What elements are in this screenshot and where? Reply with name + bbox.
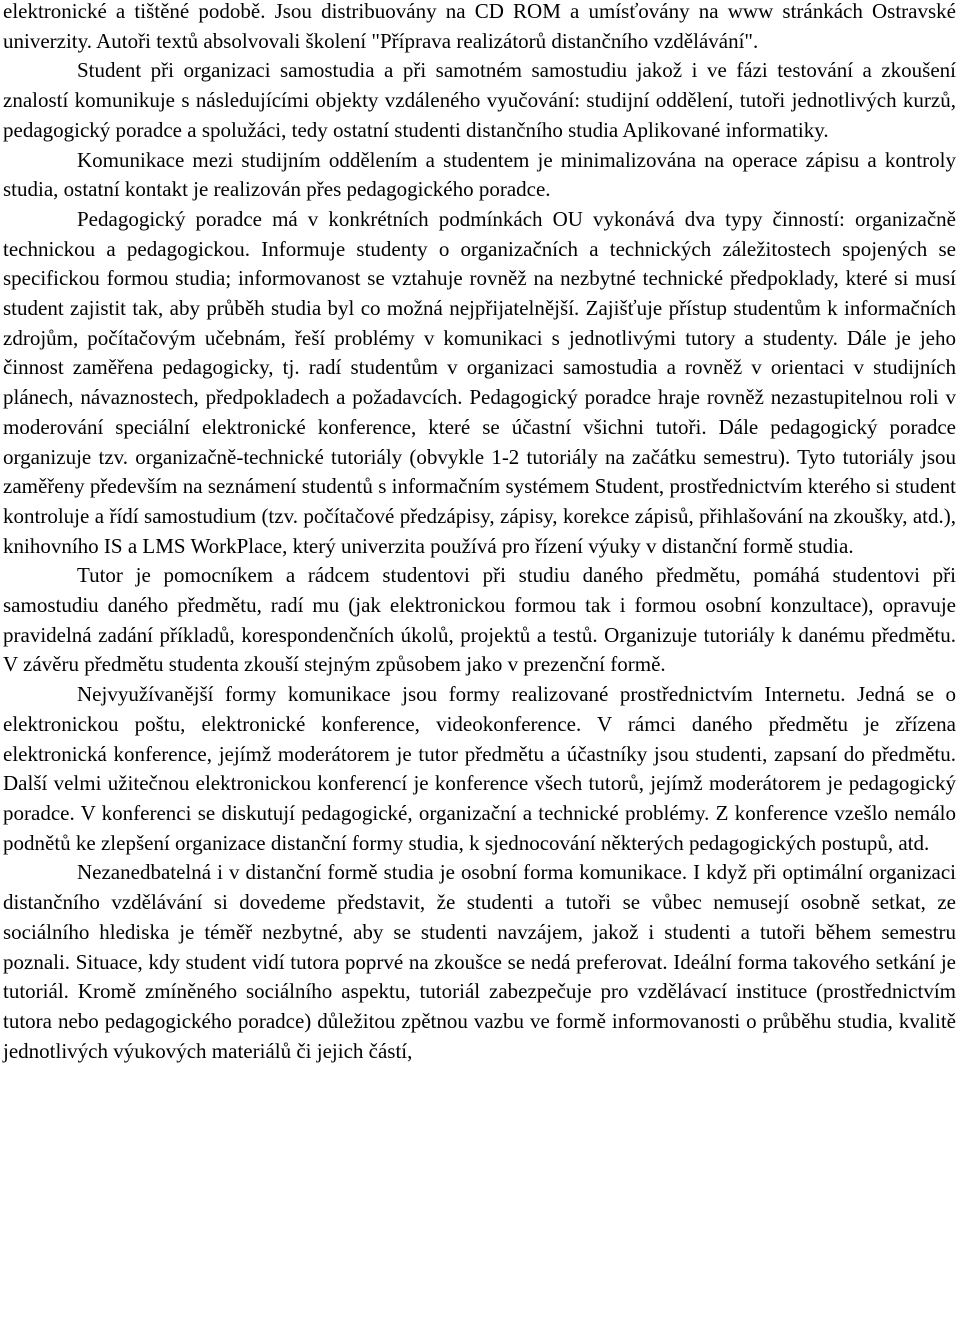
paragraph-tutor: Tutor je pomocníkem a rádcem studentovi při studiu daného předmětu, pomáhá studentovi při samostudiu daného předmětu, radí mu (jak elektronickou formou tak i formou osobní konzultace), opravuje pravidelná zadání příkladů, korespondenčních úkolů, projektů a testů. Organizuje tutoriály k danému předmětu. V závěru předmětu studenta zkouší stejným způsobem jako v prezenční formě. (3, 563, 956, 677)
paragraph-pedagogical-advisor: Pedagogický poradce má v konkrétních podmínkách OU vykonává dva typy činností: organizačně technickou a pedagogickou. Informuje studenty o organizačních a technických záležitostech spojených se specifickou formou studia; informovanost se vztahuje rovněž na nezbytné technické předpoklady, které si musí student zajistit tak, aby průběh studia byl co možná nejpřijatelnější. Zajišťuje přístup studentům k informačních zdrojům, počítačovým učebnám, řeší problémy v komunikaci s jednotlivými tutory a studenty. Dále je jeho činnost zaměřena pedagogicky, tj. radí studentům v organizaci samostudia a rovněž v orientaci v studijních plánech, návaznostech, předpokladech a požadavcích. Pedagogický poradce hraje rovněž nezastupitelnou roli v moderování speciální elektronické konference, které se účastní všichni tutoři. Dále pedagogický poradce organizuje tzv. organizačně-technické tutoriály (obvykle 1-2 tutoriály na začátku semestru). Tyto tutoriály jsou zaměřeny především na seznámení studentů s informačním systémem Student, prostřednictvím kterého si student kontroluje a řídí samostudium (tzv. počítačové předzápisy, zápisy, korekce zápisů, přihlašování na zkoušky, atd.), knihovního IS a LMS WorkPlace, který univerzita používá pro řízení výuky v distanční formě studia. (3, 206, 956, 558)
paragraph-continuation: elektronické a tištěné podobě. Jsou distribuovány na CD ROM a umísťovány na www stránkách Ostravské univerzity. Autoři textů absolvovali školení "Příprava realizátorů distančního vzdělávání". (3, 0, 956, 53)
paragraph-study-department: Komunikace mezi studijním oddělením a studentem je minimalizována na operace zápisu a kontroly studia, ostatní kontakt je realizován přes pedagogického poradce. (3, 147, 956, 202)
paragraph-personal-communication: Nezanedbatelná i v distanční formě studia je osobní forma komunikace. I když při optimální organizaci distančního vzdělávání si dovedeme představit, že studenti a tutoři se vůbec nemusejí osobně setkat, ze sociálního hlediska je téměř nezbytné, aby se studenti navzájem, jakož i studenti a tutoři během semestru poznali. Situace, kdy student vidí tutora poprvé na zkoušce se nedá preferovat. Ideální forma takového setkání je tutoriál. Kromě zmíněného sociálního aspektu, tutoriál zabezpečuje pro vzdělávací instituce (prostřednictvím tutora nebo pedagogického poradce) důležitou zpětnou vazbu ve formě informovanosti o průběhu studia, kvalitě jednotlivých výukových materiálů či jejich částí, (3, 860, 956, 1063)
body-text (3, 0, 956, 1066)
paragraph-student-communication: Student při organizaci samostudia a při samotném samostudiu jakož i ve fázi testování a zkoušení znalostí komunikuje s následujícími objekty vzdáleného vyučování: studijní oddělení, tutoři jednotlivých kurzů, pedagogický poradce a spolužáci, tedy ostatní studenti distančního studia Aplikované informatiky. (3, 58, 956, 142)
paragraph-internet-communication: Nejvyužívanější formy komunikace jsou formy realizované prostřednictvím Internetu. Jedná se o elektronickou poštu, elektronické konference, videokonference. V rámci daného předmětu je zřízena elektronická konference, jejímž moderátorem je tutor předmětu a účastníky jsou studenti, zapsaní do předmětu. Další velmi užitečnou elektronickou konferencí je konference všech tutorů, jejímž moderátorem je pedagogický poradce. V konferenci se diskutují pedagogické, organizační a technické problémy. Z konference vzešlo nemálo podnětů ke zlepšení organizace distanční formy studia, k sjednocování některých pedagogických postupů, atd. (3, 682, 956, 855)
